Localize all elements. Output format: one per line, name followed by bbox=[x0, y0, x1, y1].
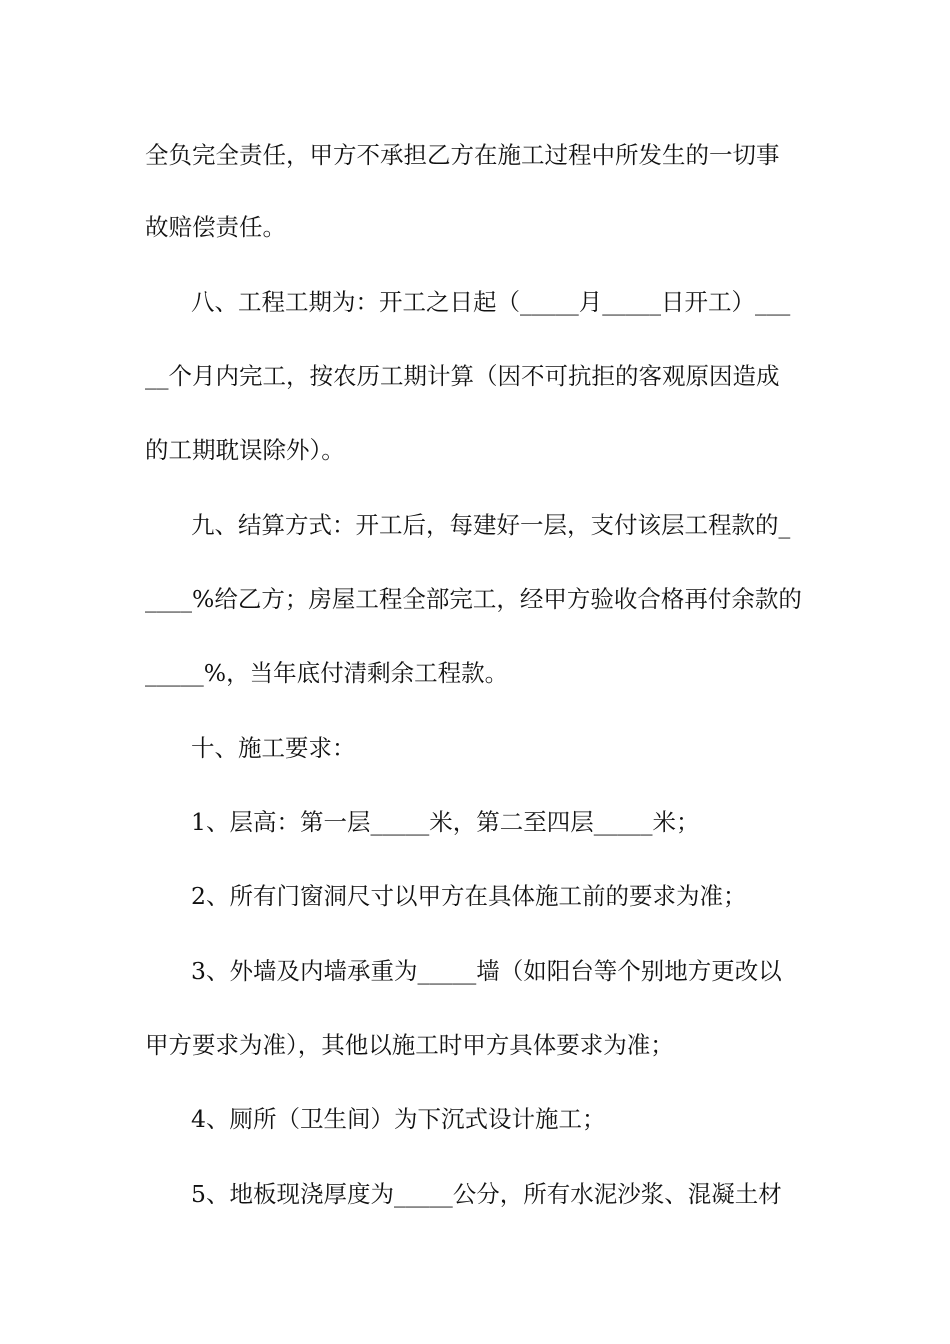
text-line-2: 故赔偿责任。 bbox=[145, 213, 286, 241]
clause-8-line-3: 的工期耽误除外）。 bbox=[145, 436, 345, 464]
clause-9-line-1: 九、结算方式：开工后，每建好一层，支付该层工程款的_ bbox=[191, 511, 791, 539]
requirement-3-line-1: 3、外墙及内墙承重为_____墙（如阳台等个别地方更改以 bbox=[191, 957, 782, 985]
clause-8-line-1: 八、工程工期为：开工之日起（_____月_____日开工）___ bbox=[191, 288, 791, 316]
clause-8-line-2: __个月内完工，按农历工期计算（因不可抗拒的客观原因造成 bbox=[145, 362, 780, 390]
clause-10-heading: 十、施工要求： bbox=[191, 734, 356, 762]
clause-9-line-3: _____%，当年底付清剩余工程款。 bbox=[145, 659, 509, 687]
requirement-5-line-1: 5、地板现浇厚度为_____公分，所有水泥沙浆、混凝土材 bbox=[191, 1180, 782, 1208]
clause-9-line-2: ____%给乙方；房屋工程全部完工，经甲方验收合格再付余款的 bbox=[145, 585, 802, 613]
requirement-4: 4、厕所（卫生间）为下沉式设计施工； bbox=[191, 1105, 606, 1133]
text-line-1: 全负完全责任，甲方不承担乙方在施工过程中所发生的一切事 bbox=[145, 141, 780, 169]
requirement-2: 2、所有门窗洞尺寸以甲方在具体施工前的要求为准； bbox=[191, 882, 747, 910]
requirement-1: 1、层高：第一层_____米，第二至四层_____米； bbox=[191, 808, 700, 836]
requirement-3-line-2: 甲方要求为准），其他以施工时甲方具体要求为准； bbox=[145, 1031, 674, 1059]
